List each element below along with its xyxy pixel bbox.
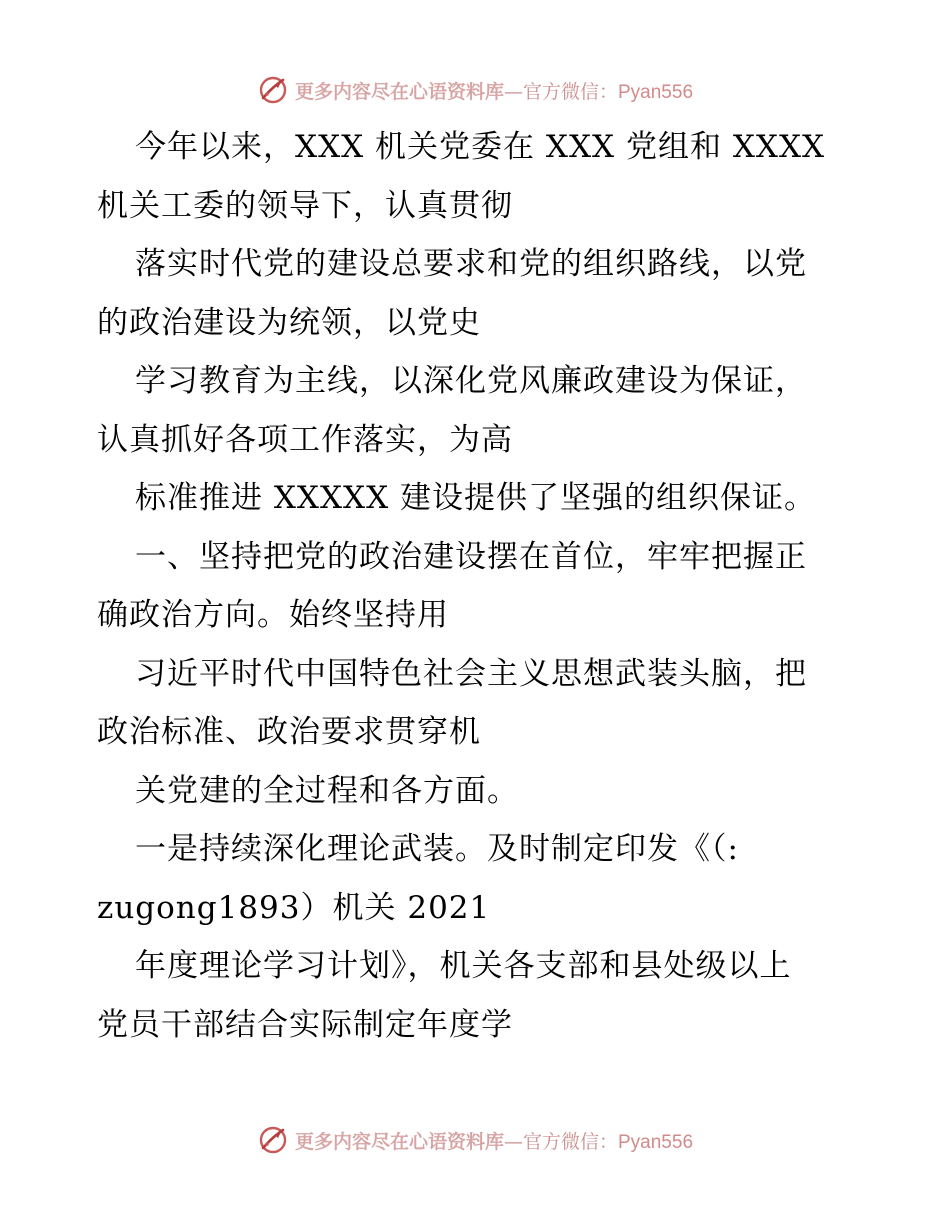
text-line: 习近平时代中国特色社会主义思想武装头脑，把: [135, 655, 807, 692]
text-line: 标准推进 XXXXX 建设提供了坚强的组织保证。: [135, 480, 817, 516]
text-line: 确政治方向。始终坚持用: [97, 597, 449, 633]
pen-logo-icon: [257, 74, 289, 106]
watermark-group: [257, 74, 693, 106]
pen-logo-icon: [257, 1124, 289, 1156]
watermark-group: [257, 1124, 693, 1156]
text-line: 政治标准、政治要求贯穿机: [97, 714, 481, 750]
watermark-text: [295, 77, 693, 104]
text-line: 关党建的全过程和各方面。: [135, 772, 519, 809]
watermark-account: Pyan556: [618, 81, 694, 103]
text-line: 认真抓好各项工作落实，为高: [97, 421, 513, 458]
text-line: zugong1893）机关 2021: [97, 889, 491, 926]
watermark-text: [295, 1127, 693, 1154]
text-line: 今年以来，XXX 机关党委在 XXX 党组和 XXXX: [135, 129, 826, 165]
watermark-main: 更多内容尽在心语资料库: [294, 80, 504, 103]
watermark-separator: —: [503, 80, 523, 103]
text-line: 一、坚持把党的政治建设摆在首位，牢牢把握正: [135, 538, 807, 575]
footer-watermark: [0, 1120, 950, 1160]
watermark-account: Pyan556: [618, 1131, 694, 1153]
text-line: 落实时代党的建设总要求和党的组织路线，以党: [135, 246, 807, 282]
watermark-main: 更多内容尽在心语资料库: [294, 1130, 504, 1153]
text-line: 学习教育为主线，以深化党风廉政建设为保证，: [135, 363, 807, 399]
text-line: 党员干部结合实际制定年度学: [97, 1006, 513, 1043]
text-line: 的政治建设为统领，以党史: [97, 304, 481, 341]
text-line: 机关工委的领导下，认真贯彻: [97, 187, 513, 224]
header-watermark: [0, 70, 950, 110]
document-body: [97, 118, 857, 1054]
watermark-separator: —: [503, 1130, 523, 1153]
text-line: 年度理论学习计划》，机关各支部和县处级以上: [135, 948, 792, 984]
watermark-wechat-label: 官方微信：: [522, 80, 618, 103]
watermark-wechat-label: 官方微信：: [522, 1130, 618, 1153]
text-line: 一是持续深化理论武装。及时制定印发《（:: [135, 831, 739, 867]
